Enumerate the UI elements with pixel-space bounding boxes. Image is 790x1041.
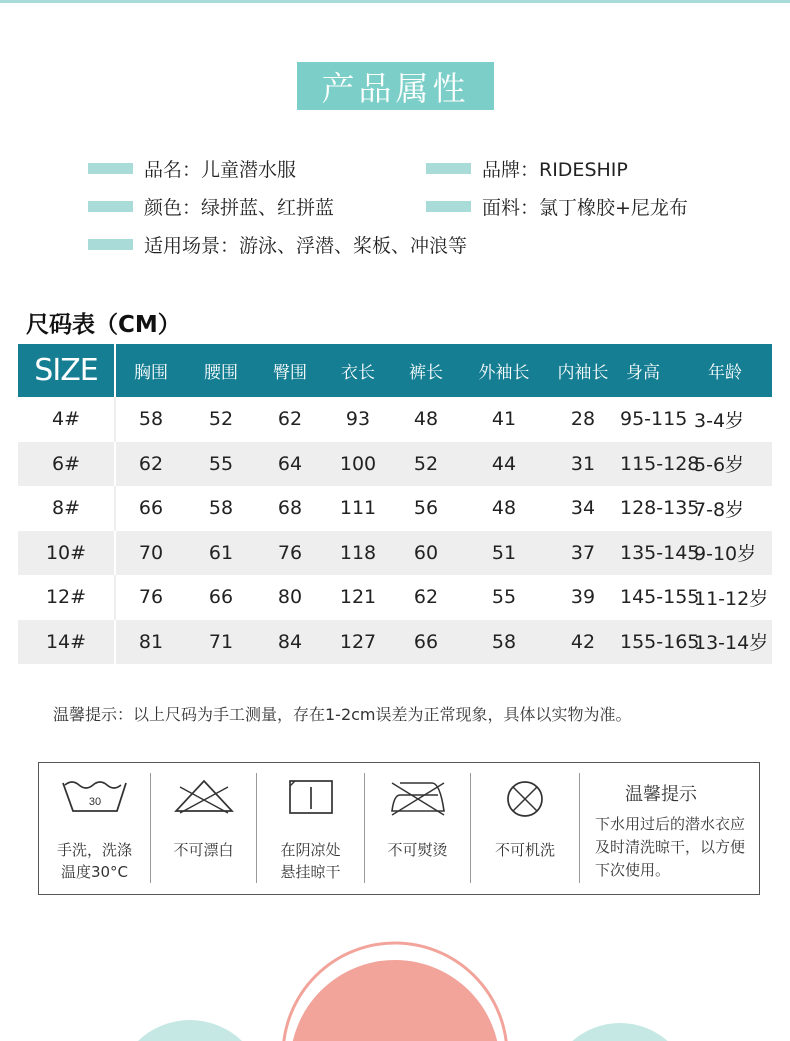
- size-table: [18, 344, 772, 664]
- table-cell: 66: [413, 630, 439, 653]
- table-cell: 56: [413, 497, 439, 520]
- table-cell: 66: [138, 497, 164, 520]
- care-item-hand-wash: [39, 763, 150, 894]
- table-cell: 51: [491, 541, 517, 564]
- attr-text: 品牌：RIDESHIP: [482, 158, 628, 181]
- table-cell: 145-155: [620, 586, 700, 609]
- care-tip-title: 温馨提示: [625, 784, 697, 805]
- table-row: [18, 575, 772, 620]
- table-cell: 44: [491, 452, 517, 475]
- bottom-decoration: [0, 930, 790, 1041]
- table-cell: 28: [570, 408, 596, 431]
- table-cell: 70: [138, 541, 164, 564]
- table-cell: 155-165: [620, 630, 700, 653]
- care-divider: [579, 773, 580, 883]
- wash-temperature: 30: [88, 796, 101, 808]
- header-cell: SIZE: [18, 344, 116, 397]
- table-cell: 58: [491, 630, 517, 653]
- table-cell: 93: [345, 408, 371, 431]
- care-label: 不可机洗: [494, 841, 555, 859]
- table-cell: 39: [570, 586, 596, 609]
- table-cell: 41: [491, 408, 517, 431]
- attr-brand: [426, 156, 628, 180]
- care-instructions-box: [38, 762, 760, 895]
- care-label: 不可漂白: [173, 841, 234, 859]
- attr-material: [426, 194, 688, 218]
- size-label-cell: 4#: [18, 397, 116, 442]
- table-cell: 48: [413, 408, 439, 431]
- attr-bullet-bar: [88, 201, 133, 212]
- no-iron-icon: [386, 777, 450, 817]
- care-item-line-dry: [257, 763, 364, 894]
- line-dry-shade-icon: [286, 777, 336, 817]
- care-item-no-bleach: [151, 763, 256, 894]
- attr-bullet-bar: [88, 239, 133, 250]
- table-row: [18, 486, 772, 531]
- attr-bullet-bar: [426, 201, 471, 212]
- table-cell: 58: [208, 497, 234, 520]
- table-cell: 52: [413, 452, 439, 475]
- header-cell: 衣长: [341, 363, 375, 383]
- table-cell: 3-4岁: [694, 409, 745, 432]
- attr-text: 面料：氯丁橡胶+尼龙布: [482, 196, 688, 219]
- table-cell: 68: [277, 497, 303, 520]
- no-bleach-icon: [170, 777, 238, 817]
- measurement-tip: 温馨提示：以上尺码为手工测量，存在1-2cm误差为正常现象，具体以实物为准。: [53, 705, 632, 724]
- table-cell: 31: [570, 452, 596, 475]
- header-cell: 外袖长: [478, 363, 530, 383]
- size-label-cell: 10#: [18, 531, 116, 576]
- table-cell: 62: [413, 586, 439, 609]
- table-cell: 11-12岁: [694, 587, 769, 610]
- table-cell: 127: [339, 630, 377, 653]
- attr-text: 适用场景：游泳、浮潜、桨板、冲浪等: [144, 234, 468, 257]
- table-cell: 76: [138, 586, 164, 609]
- header-cell: 胸围: [134, 363, 168, 383]
- table-cell: 13-14岁: [694, 632, 769, 655]
- table-cell: 115-128: [620, 452, 700, 475]
- table-cell: 71: [208, 630, 234, 653]
- table-cell: 118: [339, 541, 377, 564]
- attr-text: 品名：儿童潜水服: [144, 158, 297, 181]
- decoration-circles: [0, 930, 790, 1041]
- table-cell: 100: [339, 452, 377, 475]
- size-label-cell: 6#: [18, 442, 116, 487]
- decoration-circle-right: [548, 1023, 692, 1041]
- table-cell: 60: [413, 541, 439, 564]
- table-cell: 64: [277, 452, 303, 475]
- care-label: 在阴凉处 悬挂晾干: [280, 841, 341, 881]
- table-cell: 62: [277, 408, 303, 431]
- header-cell: 内袖长: [557, 363, 609, 383]
- attr-text: 颜色：绿拼蓝、红拼蓝: [144, 196, 335, 219]
- table-cell: 55: [208, 452, 234, 475]
- section-title: 产品属性: [297, 62, 494, 110]
- attr-product-name: [88, 156, 296, 180]
- table-cell: 111: [339, 497, 377, 520]
- no-machine-wash-icon: [501, 777, 549, 821]
- header-cell: 年龄: [708, 363, 742, 383]
- care-label: 不可熨烫: [387, 841, 448, 859]
- table-cell: 61: [208, 541, 234, 564]
- table-cell: 66: [208, 586, 234, 609]
- table-row: [18, 620, 772, 665]
- table-cell: 52: [208, 408, 234, 431]
- table-row: [18, 397, 772, 442]
- size-table-body: [18, 397, 772, 664]
- table-cell: 62: [138, 452, 164, 475]
- table-cell: 84: [277, 630, 303, 653]
- table-cell: 7-8岁: [694, 498, 745, 521]
- header-cell: 臀围: [273, 363, 307, 383]
- header-cell: 腰围: [204, 363, 238, 383]
- size-label-cell: 8#: [18, 486, 116, 531]
- header-cell: 身高: [626, 363, 660, 383]
- table-cell: 81: [138, 630, 164, 653]
- table-cell: 121: [339, 586, 377, 609]
- table-cell: 48: [491, 497, 517, 520]
- care-tip-text: 下水用过后的潜水衣应及时清洗晾干，以方便下次使用。: [595, 815, 746, 879]
- care-label: 手洗，洗涤 温度30°C: [56, 841, 132, 881]
- table-cell: 42: [570, 630, 596, 653]
- attr-bullet-bar: [426, 163, 471, 174]
- top-divider-line: [0, 0, 790, 3]
- table-cell: 9-10岁: [694, 543, 757, 566]
- attr-color: [88, 194, 334, 218]
- attr-bullet-bar: [88, 163, 133, 174]
- care-item-no-machine-wash: [471, 763, 579, 894]
- size-table-title: 尺码表（CM）: [26, 312, 181, 338]
- table-cell: 37: [570, 541, 596, 564]
- size-table-header: [18, 344, 772, 397]
- table-cell: 80: [277, 586, 303, 609]
- table-row: [18, 442, 772, 487]
- table-cell: 135-145: [620, 541, 700, 564]
- table-cell: 55: [491, 586, 517, 609]
- size-label-cell: 14#: [18, 620, 116, 665]
- table-row: [18, 531, 772, 576]
- decoration-circle-left: [115, 1020, 265, 1041]
- header-cell: 裤长: [409, 363, 443, 383]
- care-item-no-iron: [365, 763, 470, 894]
- table-cell: 95-115: [620, 408, 688, 431]
- size-label-cell: 12#: [18, 575, 116, 620]
- table-cell: 5-6岁: [694, 454, 745, 477]
- table-cell: 76: [277, 541, 303, 564]
- table-cell: 58: [138, 408, 164, 431]
- hand-wash-30-icon: [60, 777, 130, 817]
- table-cell: 34: [570, 497, 596, 520]
- table-cell: 128-135: [620, 497, 700, 520]
- attr-usage: [88, 232, 467, 256]
